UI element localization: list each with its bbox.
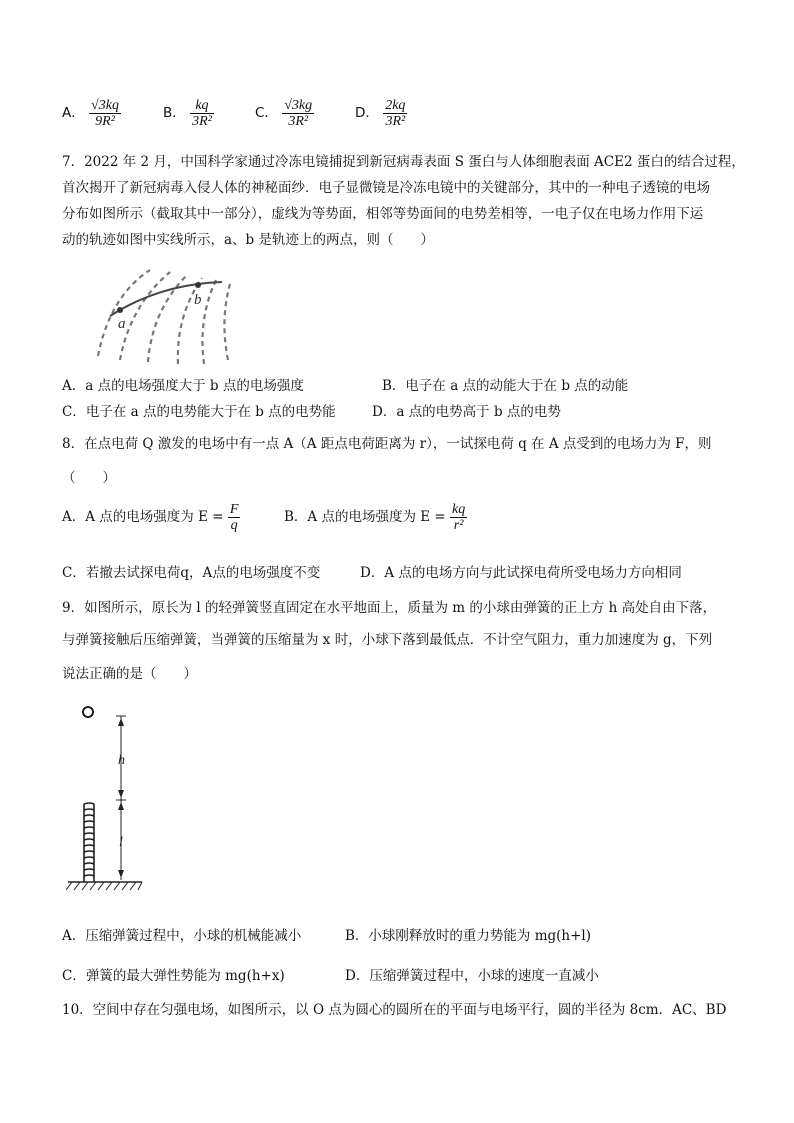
q9-option-a: A．压缩弹簧过程中，小球的机械能减小 [62,928,302,944]
q7-line-3: 分布如图所示（截取其中一部分），虚线为等势面，相邻等势面间的电势差相等，一电子仅在电场力作用下运 [62,206,704,222]
q6-option-d: D． $\frac{2kq}{\text{3R²}}$ [355,98,406,129]
point-b-dot [195,282,201,288]
q9-line-1: 9．如图所示，原长为 l 的轻弹簧竖直固定在水平地面上，质量为 m 的小球由弹簧的正上方 h 高处自由下落， [62,600,717,616]
q6-option-b: B． $\frac{kq}{\text{3R²}}$ [163,98,212,129]
equipotential-line [98,270,150,356]
q7-option-b: B．电子在 a 点的动能大于在 b 点的动能 [382,378,629,394]
ball-icon [83,707,93,717]
q8-option-d: D．A 点的电场方向与此试探电荷所受电场力方向相同 [360,565,682,581]
q8-option-c: C．若撤去试探电荷q，A点的电场强度不变 [62,565,321,581]
equipotential-line [120,272,170,360]
q9-line-3: 说法正确的是（ ） [62,666,197,682]
q8-option-a: A．A 点的电场强度为 E = $\frac{F}{q}$ [62,502,239,533]
label-h: h [118,753,125,768]
point-b-label: b [194,292,202,308]
q6-option-a: A． $\frac{√3kq}{\text{9R²}}$ [62,98,119,129]
q7-line-2: 首次揭开了新冠病毒入侵人体的神秘面纱．电子显微镜是冷冻电镜中的关键部分，其中的一种电子透镜的电场 [62,180,710,196]
q8-line-1: 8．在点电荷 Q 激发的电场中有一点 A（A 距点电荷距离为 r），一试探电荷 q 在 A 点受到的电场力为 F，则 [62,436,712,452]
equipotential-line [178,278,202,364]
q7-field-figure [90,256,250,368]
q9-line-2: 与弹簧接触后压缩弹簧，当弹簧的压缩量为 x 时，小球下落到最低点．不计空气阻力，重力加速度为 g，下列 [62,632,713,648]
point-a-label: a [118,316,126,332]
equipotential-line [148,276,186,362]
q7-option-c: C．电子在 a 点的电势能大于在 b 点的电势能 [62,404,336,420]
equipotential-line [203,280,217,364]
electron-trajectory [110,282,222,316]
label-l: l [119,835,123,850]
q7-option-a: A．a 点的电场强度大于 b 点的电场强度 [62,378,304,394]
spring-icon [84,803,94,882]
arrow-up-icon [118,802,124,810]
q9-spring-figure [66,700,146,896]
ground-hatch [66,882,142,890]
arrow-down-icon [118,870,124,878]
q9-option-d: D．压缩弹簧过程中，小球的速度一直减小 [345,968,599,984]
q9-option-c: C．弹簧的最大弹性势能为 mg(h+x) [62,968,285,984]
q8-line-2: （ ） [62,470,116,486]
equipotential-line [224,284,230,360]
q8-option-b: B．A 点的电场强度为 E = $\frac{kq}{\text{r²}}$ [284,502,466,533]
q7-line-1: 7．2022 年 2 月，中国科学家通过冷冻电镜捕捉到新冠病毒表面 S 蛋白与人体细胞表面 ACE2 蛋白的结合过程， [62,154,745,170]
q7-option-d: D．a 点的电势高于 b 点的电势 [372,404,561,420]
arrow-down-icon [118,790,124,798]
arrow-up-icon [118,718,124,726]
q10-line-1: 10．空间中存在匀强电场，如图所示，以 O 点为圆心的圆所在的平面与电场平行，圆的半径为 8cm．AC、BD [62,1002,727,1018]
point-a-dot [117,307,123,313]
q9-option-b: B．小球刚释放时的重力势能为 mg(h+l) [345,928,592,944]
q6-option-c: C． $\frac{√3kg}{\text{3R²}}$ [255,98,313,129]
q7-line-4: 动的轨迹如图中实线所示，a、b 是轨迹上的两点，则（ ） [62,232,434,248]
